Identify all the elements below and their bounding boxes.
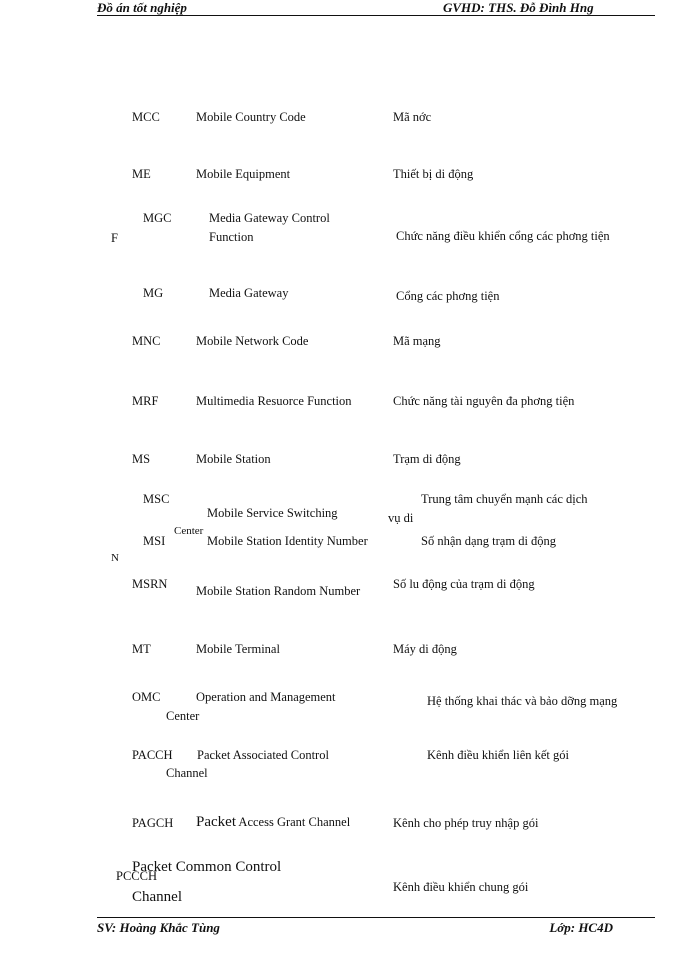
meaning-mgc: Chức năng điều khiển cổng các phơng tiện: [396, 229, 610, 243]
abbr-pagch: PAGCH: [132, 816, 174, 830]
term-msc-line2: Center: [174, 525, 204, 537]
term-mrf: Multimedia Resuorce Function: [196, 394, 352, 408]
meaning-pccch: Kênh điều khiển chung gói: [393, 880, 529, 894]
stray-letter-f: F: [111, 231, 118, 245]
abbr-msrn: MSRN: [132, 577, 168, 591]
footer-left: SV: Hoàng Khắc Tùng: [97, 920, 220, 935]
term-msi: Mobile Station Identity Number: [207, 534, 368, 548]
abbr-mnc: MNC: [132, 334, 161, 348]
abbr-mgc: MGC: [143, 211, 172, 225]
meaning-mt: Máy di động: [393, 642, 457, 656]
term-omc-line1: Operation and Management: [196, 690, 336, 704]
meaning-msc-line1: Trung tâm chuyển mạnh các dịch: [421, 492, 588, 506]
meaning-mg: Cổng các phơng tiện: [396, 289, 500, 303]
term-omc-line2: Center: [166, 709, 200, 723]
term-ms: Mobile Station: [196, 452, 271, 466]
abbr-pccch: PCCCH: [116, 869, 157, 883]
term-pccch-line2: Channel: [132, 889, 182, 905]
header-right: GVHD: THS. Đỗ Đình Hng: [443, 0, 594, 15]
meaning-msc-line2: vụ di: [388, 511, 414, 525]
term-mnc: Mobile Network Code: [196, 334, 309, 348]
term-msrn: Mobile Station Random Number: [196, 584, 361, 598]
term-msc-line1: Mobile Service Switching: [207, 506, 338, 520]
term-pagch-emphasis: Packet: [196, 814, 236, 830]
abbr-mg: MG: [143, 286, 164, 300]
abbr-mrf: MRF: [132, 394, 159, 408]
abbr-omc: OMC: [132, 690, 161, 704]
abbr-pacch: PACCH: [132, 748, 173, 762]
header-left: Đồ án tốt nghiệp: [97, 0, 187, 15]
abbr-msc: MSC: [143, 492, 170, 506]
page-header: [97, 0, 655, 16]
term-pacch-line1: Packet Associated Control: [197, 748, 329, 762]
meaning-mcc: Mã nớc: [393, 110, 432, 124]
footer-right: Lớp: HC4D: [549, 920, 613, 935]
meaning-pagch: Kênh cho phép truy nhập gói: [393, 816, 539, 830]
term-pacch-line2: Channel: [166, 766, 208, 780]
meaning-mrf: Chức năng tài nguyên đa phơng tiện: [393, 394, 575, 408]
abbr-ms: MS: [132, 452, 151, 466]
meaning-me: Thiết bị di động: [393, 167, 474, 181]
term-mg: Media Gateway: [209, 286, 289, 300]
abbr-msi: MSI: [143, 534, 166, 548]
term-mgc-line1: Media Gateway Control: [209, 211, 330, 225]
meaning-ms: Trạm di động: [393, 452, 461, 466]
term-pagch-rest: Access Grant Channel: [235, 815, 351, 829]
term-pagch: [196, 815, 350, 830]
stray-letter-n: N: [111, 552, 119, 564]
term-mt: Mobile Terminal: [196, 642, 280, 656]
term-me: Mobile Equipment: [196, 167, 291, 181]
term-pccch-line1: Packet Common Control: [132, 859, 282, 875]
meaning-msi: Số nhận dạng trạm di động: [421, 534, 557, 548]
term-mgc-line2: Function: [209, 230, 254, 244]
page-footer: [97, 917, 655, 935]
abbr-mcc: MCC: [132, 110, 160, 124]
abbr-me: ME: [132, 167, 151, 181]
meaning-pacch: Kênh điều khiển liên kết gói: [427, 748, 569, 762]
meaning-mnc: Mã mạng: [393, 334, 441, 348]
meaning-omc: Hệ thống khai thác và bảo dỡng mạng: [427, 694, 618, 708]
term-mcc: Mobile Country Code: [196, 110, 306, 124]
abbr-mt: MT: [132, 642, 151, 656]
meaning-msrn: Số lu động của trạm di động: [393, 577, 535, 591]
